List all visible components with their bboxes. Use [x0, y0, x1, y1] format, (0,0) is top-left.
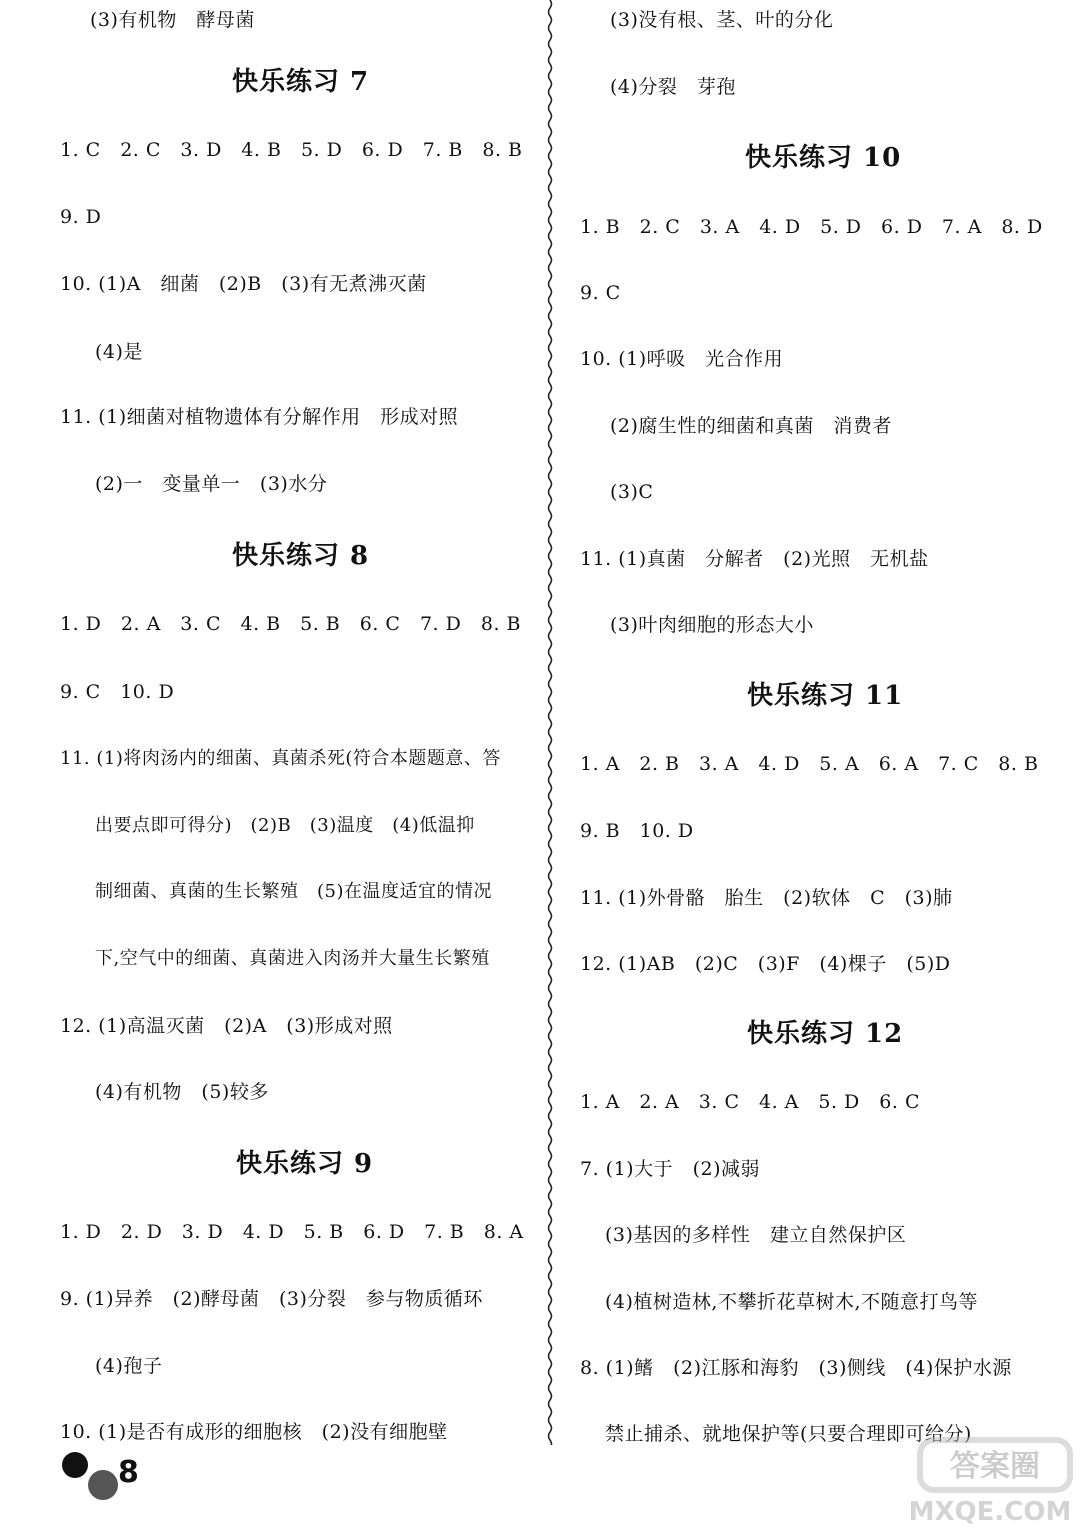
answer-line: 11. (1)将肉汤内的细菌、真菌杀死(符合本题题意、答	[60, 748, 501, 769]
answer-line: 出要点即可得分) (2)B (3)温度 (4)低温抑	[95, 815, 475, 836]
answer-line: 9. C 10. D	[60, 681, 175, 703]
answer-line: 9. B 10. D	[580, 820, 694, 842]
answer-line: 11. (1)细菌对植物遗体有分解作用 形成对照	[60, 406, 459, 428]
answer-line: 12. (1)AB (2)C (3)F (4)棵子 (5)D	[580, 953, 951, 975]
section-heading: 快乐练习 12	[747, 1019, 904, 1049]
section-heading: 快乐练习 10	[745, 143, 902, 173]
wavy-column-divider	[540, 0, 560, 1445]
answer-line: (2)腐生性的细菌和真菌 消费者	[610, 415, 892, 437]
answer-line: 1. B 2. C 3. A 4. D 5. D 6. D 7. A 8. D	[580, 216, 1043, 238]
answer-line: 1. C 2. C 3. D 4. B 5. D 6. D 7. B 8. B	[60, 139, 523, 161]
answer-line: (3)叶肉细胞的形态大小	[610, 614, 814, 636]
answer-line: (3)C	[610, 481, 654, 503]
answer-line: 10. (1)A 细菌 (2)B (3)有无煮沸灭菌	[60, 273, 427, 295]
answer-line: 下,空气中的细菌、真菌进入肉汤并大量生长繁殖	[95, 948, 490, 969]
answer-line: (4)植树造林,不攀折花草树木,不随意打鸟等	[605, 1291, 978, 1313]
watermark-logo	[880, 1430, 1080, 1530]
section-heading: 快乐练习 9	[236, 1149, 374, 1179]
answer-line: (3)没有根、茎、叶的分化	[610, 9, 834, 31]
answer-line: 8. (1)鳍 (2)江豚和海豹 (3)侧线 (4)保护水源	[580, 1357, 1012, 1379]
page-marker-dot	[62, 1452, 88, 1478]
watermark-bottom-text: MXQE.COM	[908, 1497, 1072, 1527]
section-heading: 快乐练习 7	[232, 67, 370, 97]
section-heading: 快乐练习 11	[747, 681, 904, 711]
answer-line: 12. (1)高温灭菌 (2)A (3)形成对照	[60, 1015, 393, 1037]
answer-line: (4)有机物 (5)较多	[95, 1081, 269, 1103]
answer-line: (4)分裂 芽孢	[610, 76, 736, 98]
answer-line: 1. D 2. D 3. D 4. D 5. B 6. D 7. B 8. A	[60, 1221, 524, 1243]
page-marker-dot	[88, 1470, 118, 1500]
page-number: 8	[118, 1455, 139, 1490]
answer-line: 9. C	[580, 282, 621, 304]
section-heading: 快乐练习 8	[232, 541, 370, 571]
answer-line: 禁止捕杀、就地保护等(只要合理即可给分)	[605, 1423, 972, 1445]
answer-line: 9. D	[60, 206, 102, 228]
answer-line: 制细菌、真菌的生长繁殖 (5)在温度适宜的情况	[95, 881, 492, 902]
answer-line: 7. (1)大于 (2)减弱	[580, 1158, 760, 1180]
answer-line: 1. D 2. A 3. C 4. B 5. B 6. C 7. D 8. B	[60, 613, 521, 635]
answer-line: 11. (1)外骨骼 胎生 (2)软体 C (3)肺	[580, 887, 953, 909]
answer-line: (4)孢子	[95, 1355, 163, 1377]
answer-line: 10. (1)是否有成形的细胞核 (2)没有细胞壁	[60, 1421, 448, 1443]
answer-line: 11. (1)真菌 分解者 (2)光照 无机盐	[580, 548, 929, 570]
answer-line: 10. (1)呼吸 光合作用	[580, 348, 784, 370]
answer-line: (2)一 变量单一 (3)水分	[95, 473, 328, 495]
answer-line: (4)是	[95, 341, 143, 363]
answer-line: (3)基因的多样性 建立自然保护区	[605, 1224, 907, 1246]
watermark-top-text: 答案圈	[950, 1449, 1040, 1484]
answer-line: (3)有机物 酵母菌	[90, 9, 255, 31]
answer-line: 9. (1)异养 (2)酵母菌 (3)分裂 参与物质循环	[60, 1288, 483, 1310]
answer-line: 1. A 2. B 3. A 4. D 5. A 6. A 7. C 8. B	[580, 753, 1039, 775]
answer-line: 1. A 2. A 3. C 4. A 5. D 6. C	[580, 1091, 920, 1113]
